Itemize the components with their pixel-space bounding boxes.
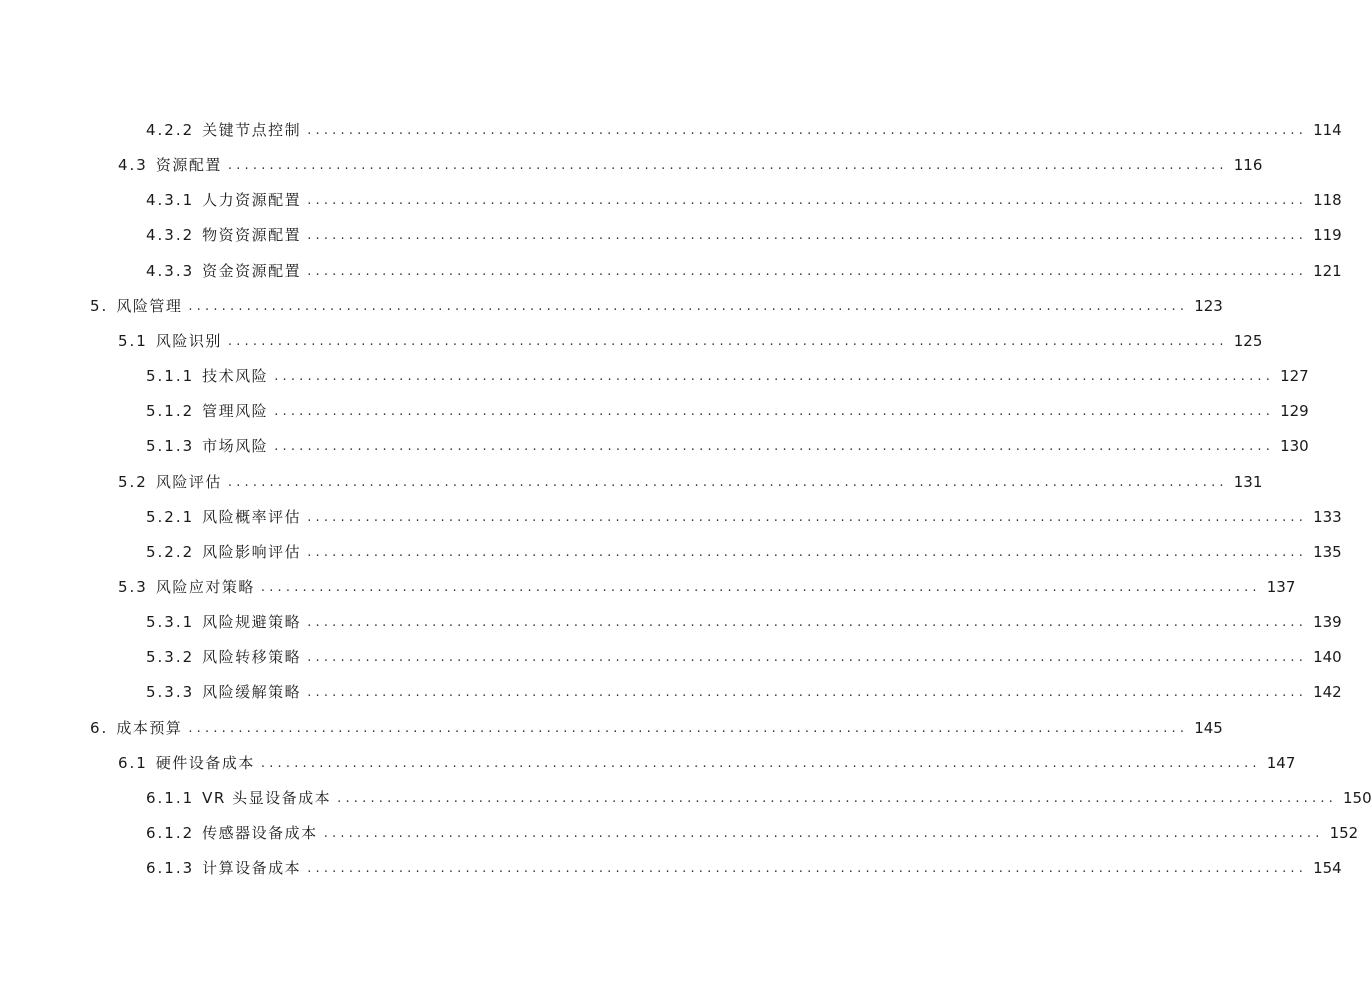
toc-entry-number: 5.1.2 xyxy=(146,402,195,421)
toc-entry-number: 6.1.3 xyxy=(146,859,195,878)
toc-entry-page-number: 131 xyxy=(1233,472,1263,491)
toc-entry-page-number: 127 xyxy=(1280,367,1309,385)
toc-entry-page-number: 133 xyxy=(1313,507,1342,526)
toc-entry-title: 风险影响评估 xyxy=(202,542,302,561)
toc-dot-leader: ........................................................................................................................ xyxy=(307,615,1308,631)
toc-entry-number: 6.1 xyxy=(118,753,148,772)
toc-entry[interactable] xyxy=(146,604,1342,632)
toc-entry-page-number: 129 xyxy=(1280,402,1309,421)
toc-entry[interactable] xyxy=(90,288,1223,316)
toc-entry-number: 5.2 xyxy=(118,472,148,491)
toc-entry-title: 风险规避策略 xyxy=(202,613,302,632)
toc-entry[interactable] xyxy=(146,850,1342,878)
toc-entry-title: 资源配置 xyxy=(155,156,222,175)
toc-entry-title: 技术风险 xyxy=(202,367,269,385)
toc-entry-page-number: 142 xyxy=(1313,683,1342,702)
toc-entry-number: 4.3.2 xyxy=(146,226,195,245)
toc-dot-leader: ........................................................................................................................ xyxy=(307,123,1308,138)
toc-entry-title: 物资资源配置 xyxy=(202,226,302,245)
toc-entry-page-number: 114 xyxy=(1313,121,1342,139)
toc-entry-number: 5.2.1 xyxy=(146,507,195,526)
toc-entry-title: 风险评估 xyxy=(155,472,222,491)
toc-dot-leader: ........................................................................................................................ xyxy=(227,474,1228,490)
toc-entry[interactable] xyxy=(118,569,1296,597)
toc-entry-number: 6. xyxy=(90,718,109,737)
toc-entry-title: 人力资源配置 xyxy=(202,191,302,210)
toc-dot-leader: ........................................................................................................................ xyxy=(307,650,1308,666)
toc-dot-leader: ........................................................................................................................ xyxy=(188,720,1189,736)
toc-entry[interactable] xyxy=(146,780,1372,808)
toc-dot-leader: ........................................................................................................................ xyxy=(260,580,1261,595)
toc-entry-number: 4.3.1 xyxy=(146,191,195,210)
toc-dot-leader: ........................................................................................................................ xyxy=(307,228,1308,244)
toc-dot-leader: ........................................................................................................................ xyxy=(337,790,1338,806)
toc-entry-page-number: 147 xyxy=(1266,753,1296,772)
toc-entry[interactable] xyxy=(146,182,1342,210)
toc-entry-title: 风险识别 xyxy=(155,331,222,350)
toc-entry-number: 5.3 xyxy=(118,578,148,596)
toc-entry[interactable] xyxy=(118,745,1296,773)
toc-entry-number: 5.1 xyxy=(118,331,148,350)
toc-entry-page-number: 135 xyxy=(1313,542,1342,561)
toc-entry-title: 计算设备成本 xyxy=(202,859,302,878)
toc-entry-page-number: 123 xyxy=(1194,296,1223,315)
toc-dot-leader: ........................................................................................................................ xyxy=(307,263,1308,279)
toc-entry-number: 4.2.2 xyxy=(146,121,195,139)
toc-entry-page-number: 152 xyxy=(1329,824,1359,842)
toc-entry-page-number: 150 xyxy=(1343,788,1372,807)
toc-entry-number: 5.3.3 xyxy=(146,683,195,702)
toc-entry[interactable] xyxy=(118,147,1263,175)
toc-entry-page-number: 125 xyxy=(1233,331,1263,350)
toc-entry-number: 5.3.2 xyxy=(146,648,195,667)
toc-entry-page-number: 154 xyxy=(1313,859,1342,878)
toc-dot-leader: ........................................................................................................................ xyxy=(227,158,1228,174)
toc-entry-title: 市场风险 xyxy=(202,437,269,456)
toc-entry-title: 风险缓解策略 xyxy=(202,683,302,702)
toc-dot-leader: ........................................................................................................................ xyxy=(307,193,1308,209)
toc-entry-page-number: 119 xyxy=(1313,226,1342,245)
toc-entry-title: 风险应对策略 xyxy=(155,578,255,596)
toc-dot-leader: ........................................................................................................................ xyxy=(307,509,1308,525)
toc-entry[interactable] xyxy=(146,358,1309,386)
toc-entry-title: 资金资源配置 xyxy=(202,261,302,280)
toc-entry[interactable] xyxy=(146,815,1359,843)
toc-entry-number: 5. xyxy=(90,296,109,315)
toc-entry[interactable] xyxy=(146,674,1342,702)
toc-entry-page-number: 121 xyxy=(1313,261,1342,280)
toc-entry-title: VR 头显设备成本 xyxy=(202,788,332,807)
toc-dot-leader: ........................................................................................................................ xyxy=(323,826,1324,841)
toc-entry[interactable] xyxy=(118,464,1263,492)
toc-entry-page-number: 137 xyxy=(1266,578,1296,596)
toc-entry-title: 成本预算 xyxy=(116,718,183,737)
toc-entry[interactable] xyxy=(146,217,1342,245)
toc-dot-leader: ........................................................................................................................ xyxy=(307,544,1308,560)
toc-entry-number: 6.1.2 xyxy=(146,824,195,842)
toc-entry[interactable] xyxy=(146,393,1309,421)
toc-dot-leader: ........................................................................................................................ xyxy=(227,333,1228,349)
toc-dot-leader: ........................................................................................................................ xyxy=(274,439,1275,455)
toc-entry[interactable] xyxy=(146,253,1342,281)
toc-entry-title: 风险概率评估 xyxy=(202,507,302,526)
toc-entry[interactable] xyxy=(146,428,1309,456)
toc-entry-title: 关键节点控制 xyxy=(202,121,302,139)
toc-entry[interactable] xyxy=(146,534,1342,562)
toc-entry-number: 5.1.1 xyxy=(146,367,195,385)
toc-entry-number: 4.3 xyxy=(118,156,148,175)
toc-entry-number: 5.2.2 xyxy=(146,542,195,561)
toc-entry-page-number: 140 xyxy=(1313,648,1342,667)
toc-dot-leader: ........................................................................................................................ xyxy=(307,861,1308,877)
toc-entry-title: 传感器设备成本 xyxy=(202,824,318,842)
toc-dot-leader: ........................................................................................................................ xyxy=(307,685,1308,701)
toc-dot-leader: ........................................................................................................................ xyxy=(274,369,1275,384)
toc-entry[interactable] xyxy=(90,710,1223,738)
toc-entry-page-number: 139 xyxy=(1313,613,1342,632)
toc-entry-page-number: 116 xyxy=(1233,156,1263,175)
toc-entry-page-number: 145 xyxy=(1194,718,1223,737)
toc-entry-page-number: 130 xyxy=(1280,437,1309,456)
toc-dot-leader: ........................................................................................................................ xyxy=(260,755,1261,771)
toc-dot-leader: ........................................................................................................................ xyxy=(188,298,1189,314)
toc-entry-title: 风险管理 xyxy=(116,296,183,315)
toc-entry[interactable] xyxy=(146,499,1342,527)
toc-entry-title: 风险转移策略 xyxy=(202,648,302,667)
toc-entry[interactable] xyxy=(118,323,1263,351)
toc-entry-number: 6.1.1 xyxy=(146,788,195,807)
toc-entry-number: 5.1.3 xyxy=(146,437,195,456)
toc-entry-number: 4.3.3 xyxy=(146,261,195,280)
toc-entry[interactable] xyxy=(146,112,1342,140)
toc-entry-number: 5.3.1 xyxy=(146,613,195,632)
toc-entry[interactable] xyxy=(146,639,1342,667)
toc-entry-page-number: 118 xyxy=(1313,191,1342,210)
toc-entry-title: 管理风险 xyxy=(202,402,269,421)
toc-entry-title: 硬件设备成本 xyxy=(155,753,255,772)
toc-dot-leader: ........................................................................................................................ xyxy=(274,404,1275,420)
